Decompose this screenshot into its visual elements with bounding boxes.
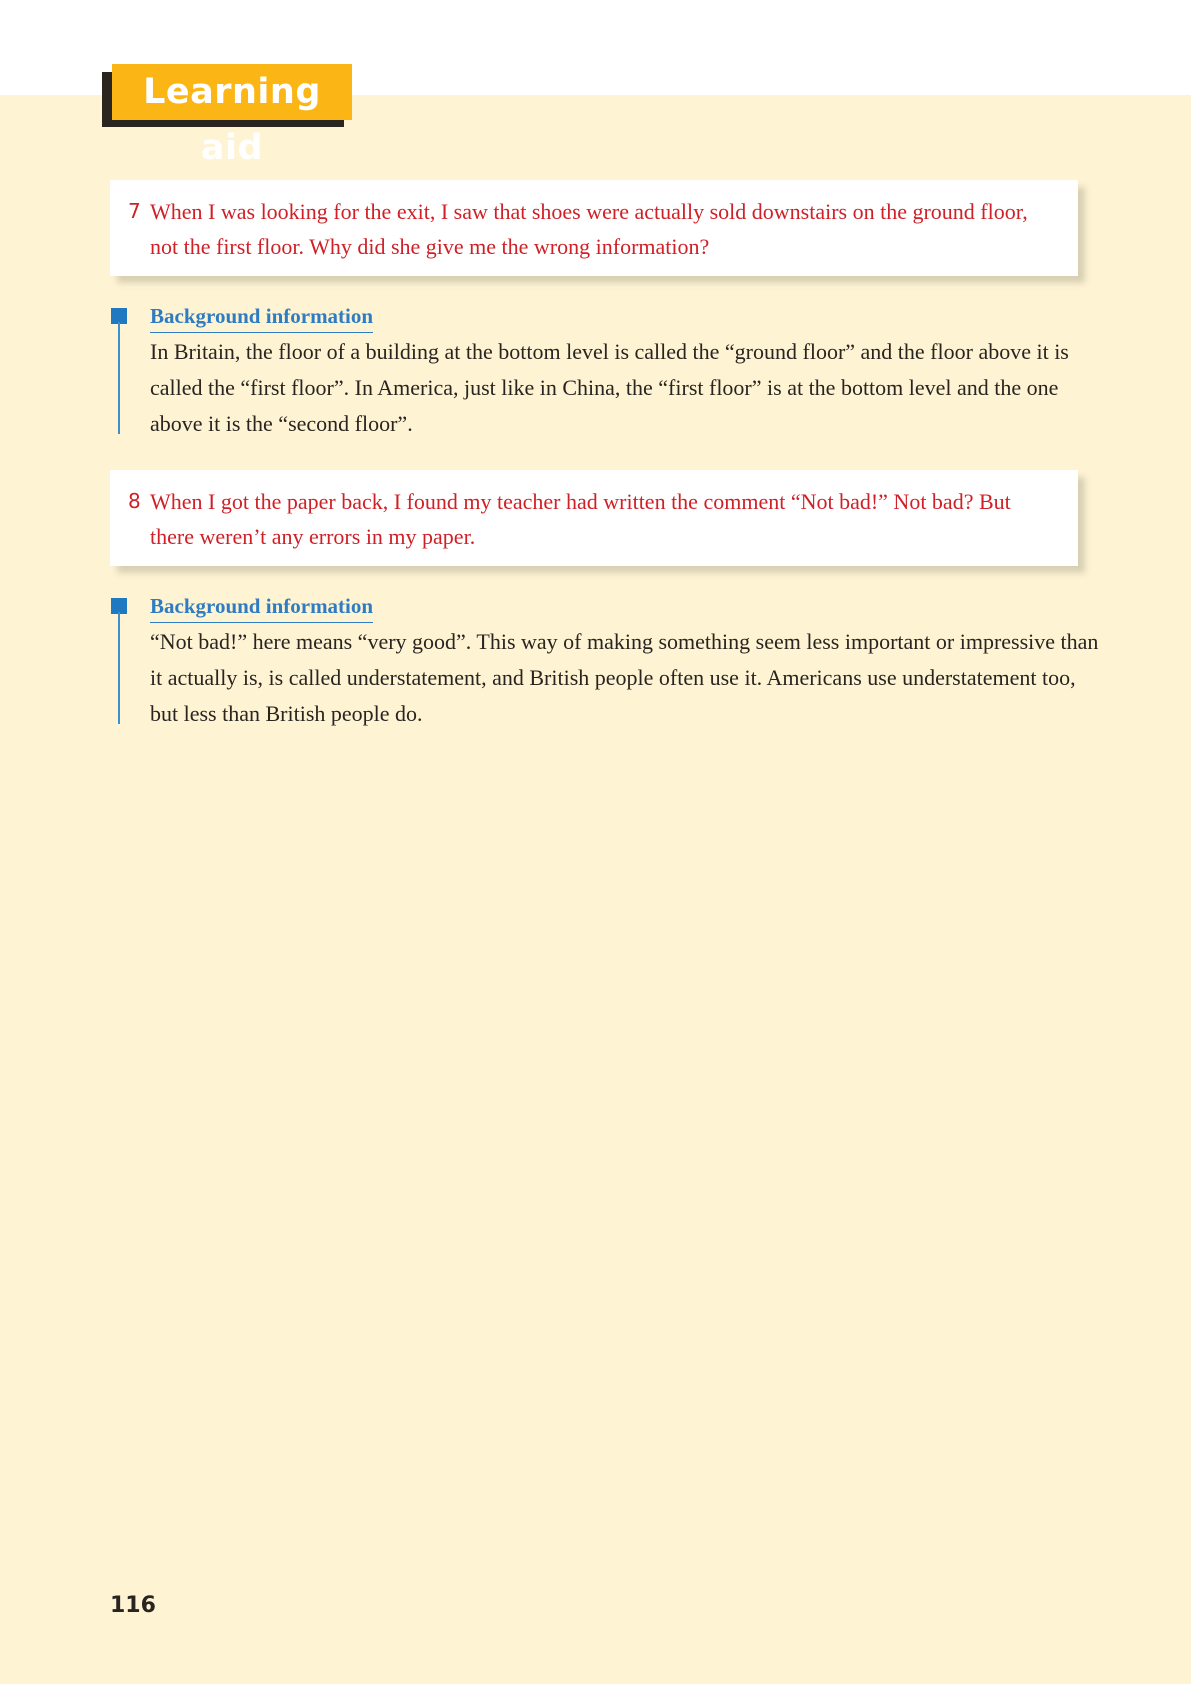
background-heading: Background information xyxy=(150,590,373,623)
question-text: When I was looking for the exit, I saw that shoes were actually sold downstairs on the ground floor, not the first floor. Why did she give me the wrong information? xyxy=(150,199,1028,259)
question-number: 7 xyxy=(128,199,141,223)
question-card-7 xyxy=(110,180,1078,276)
page-number: 116 xyxy=(110,1593,156,1618)
question-card-8 xyxy=(110,470,1078,566)
question-text: When I got the paper back, I found my teacher had written the comment “Not bad!” Not bad? But there weren’t any errors in my paper. xyxy=(150,489,1011,549)
page-title: Learning aid xyxy=(112,64,352,120)
question-number: 8 xyxy=(128,489,141,513)
vertical-rule xyxy=(118,612,120,724)
section-title xyxy=(102,64,352,168)
background-text: In Britain, the floor of a building at the bottom level is called the “ground floor” and the floor above it is called the “first floor”. In America, just like in China, the “first floor” is at the bottom level and the one above it is the “second floor”. xyxy=(150,339,1069,436)
background-text: “Not bad!” here means “very good”. This way of making something seem less important or impressive than it actually is, is called understatement, and British people often use it. Americans use understatement too, but less than British people do. xyxy=(150,629,1099,726)
vertical-rule xyxy=(118,322,120,434)
background-heading: Background information xyxy=(150,300,373,333)
